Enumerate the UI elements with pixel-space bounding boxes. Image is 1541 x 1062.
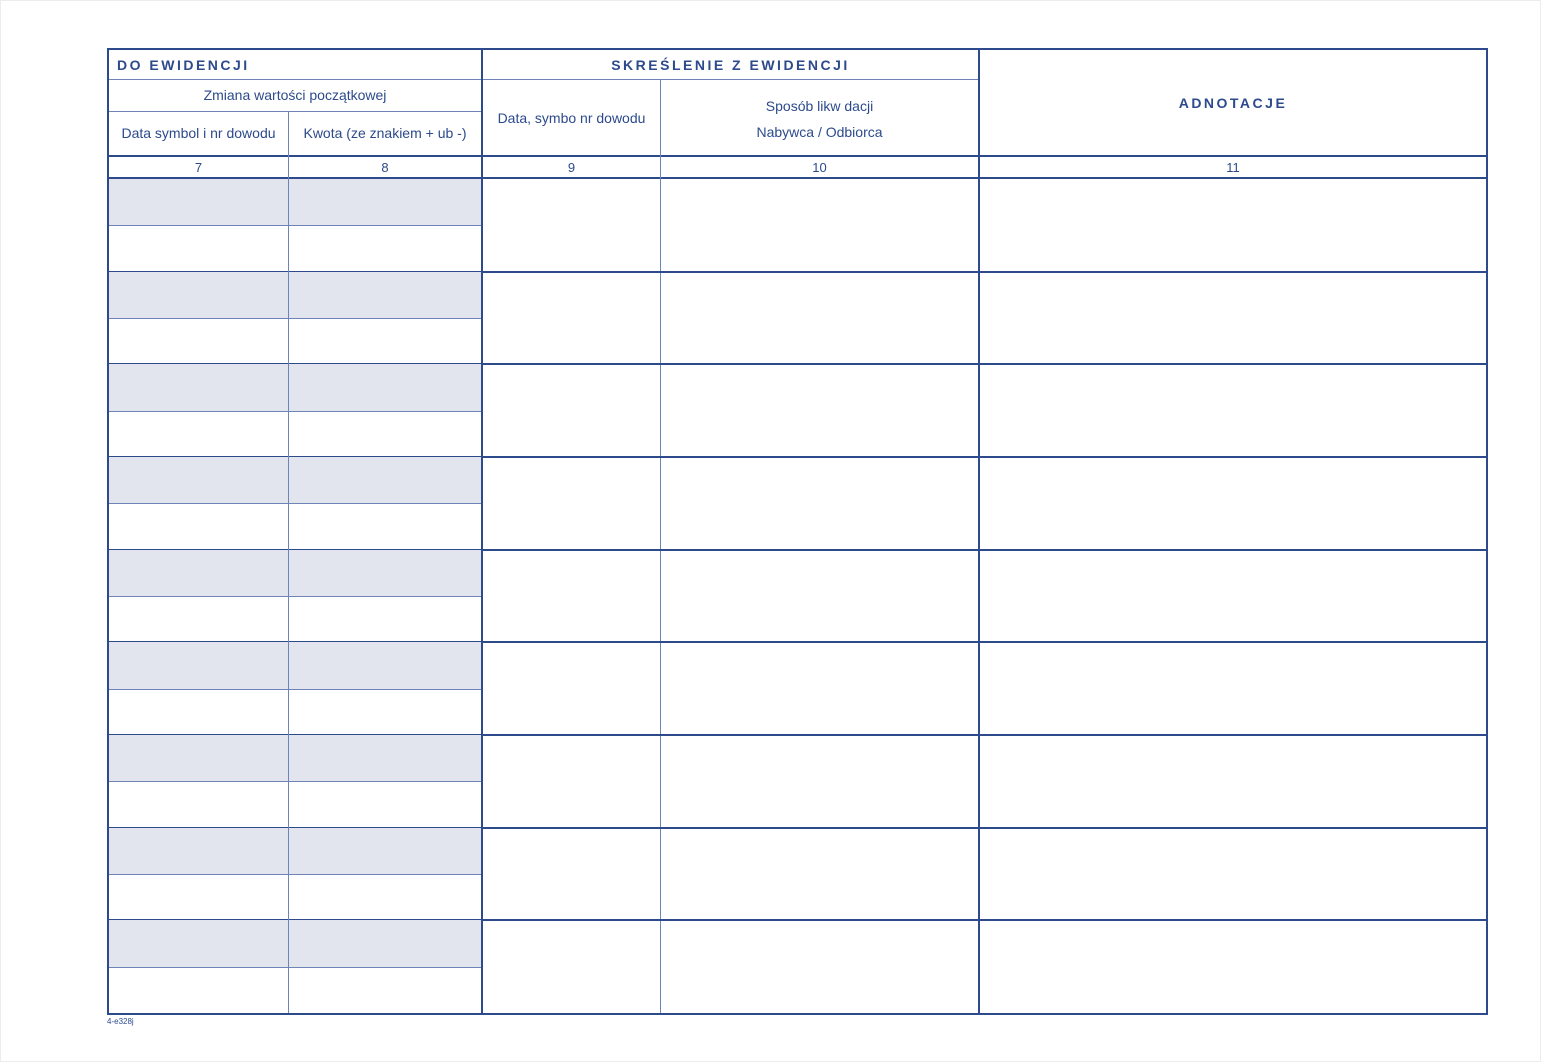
- form-code: 4-e328j: [107, 1017, 134, 1026]
- row-half-divider: [109, 225, 481, 226]
- column-number-10: 10: [812, 160, 827, 175]
- entry-cell-col7-upper: [109, 457, 288, 503]
- entry-cell-col7-upper: [109, 735, 288, 781]
- vline-10-11: [978, 50, 980, 1013]
- entry-cell-col7-upper: [109, 179, 288, 225]
- section-title-skreslenie: SKREŚLENIE Z EWIDENCJI: [611, 57, 850, 73]
- entry-cell-col7-upper: [109, 550, 288, 596]
- header-divider-1: [109, 79, 980, 80]
- column-number-9: 9: [567, 160, 576, 175]
- entry-cell-col8-upper: [289, 735, 481, 781]
- column-number-11: 11: [1226, 160, 1240, 175]
- row-half-divider: [109, 874, 481, 875]
- vline-9-10: [660, 79, 661, 1013]
- entry-cell-col8-upper: [289, 272, 481, 318]
- column-number-7: 7: [194, 160, 203, 175]
- vline-7-8-overlay: [288, 179, 289, 1013]
- row-half-divider: [109, 781, 481, 782]
- row-half-divider: [109, 503, 481, 504]
- entry-cell-col7-upper: [109, 920, 288, 966]
- entry-cell-col8-upper: [289, 828, 481, 874]
- column-number-8: 8: [381, 160, 389, 175]
- entry-cell-col8-upper: [289, 364, 481, 410]
- section-title-adnotacje: ADNOTACJE: [1178, 95, 1288, 111]
- row-half-divider: [109, 411, 481, 412]
- header-bottom-line: [109, 155, 1486, 157]
- entry-cell-col7-upper: [109, 272, 288, 318]
- row-half-divider: [109, 318, 481, 319]
- entry-cell-col7-upper: [109, 828, 288, 874]
- entry-cell-col7-upper: [109, 364, 288, 410]
- section-title-do-ewidencji: DO EWIDENCJI: [117, 57, 250, 73]
- entry-cell-col8-upper: [289, 920, 481, 966]
- register-form-table: [107, 48, 1488, 1015]
- entry-cell-col8-upper: [289, 179, 481, 225]
- row-half-divider: [109, 967, 481, 968]
- entry-cell-col8-upper: [289, 642, 481, 688]
- column-header-10-line2: Nabywca / Odbiorca: [756, 124, 883, 140]
- header-divider-2: [109, 111, 481, 112]
- row-half-divider: [109, 689, 481, 690]
- column-header-8: Kwota (ze znakiem + ub -): [303, 125, 467, 141]
- entry-cell-col8-upper: [289, 457, 481, 503]
- subheader-zmiana: Zmiana wartości początkowej: [203, 87, 387, 103]
- column-header-9: Data, symbo nr dowodu: [497, 110, 646, 126]
- vline-section-split: [481, 50, 483, 1013]
- column-header-10-line1: Sposób likw dacji: [765, 98, 874, 114]
- row-half-divider: [109, 596, 481, 597]
- column-header-7: Data symbol i nr dowodu: [121, 125, 276, 141]
- entry-cell-col8-upper: [289, 550, 481, 596]
- entry-cell-col7-upper: [109, 642, 288, 688]
